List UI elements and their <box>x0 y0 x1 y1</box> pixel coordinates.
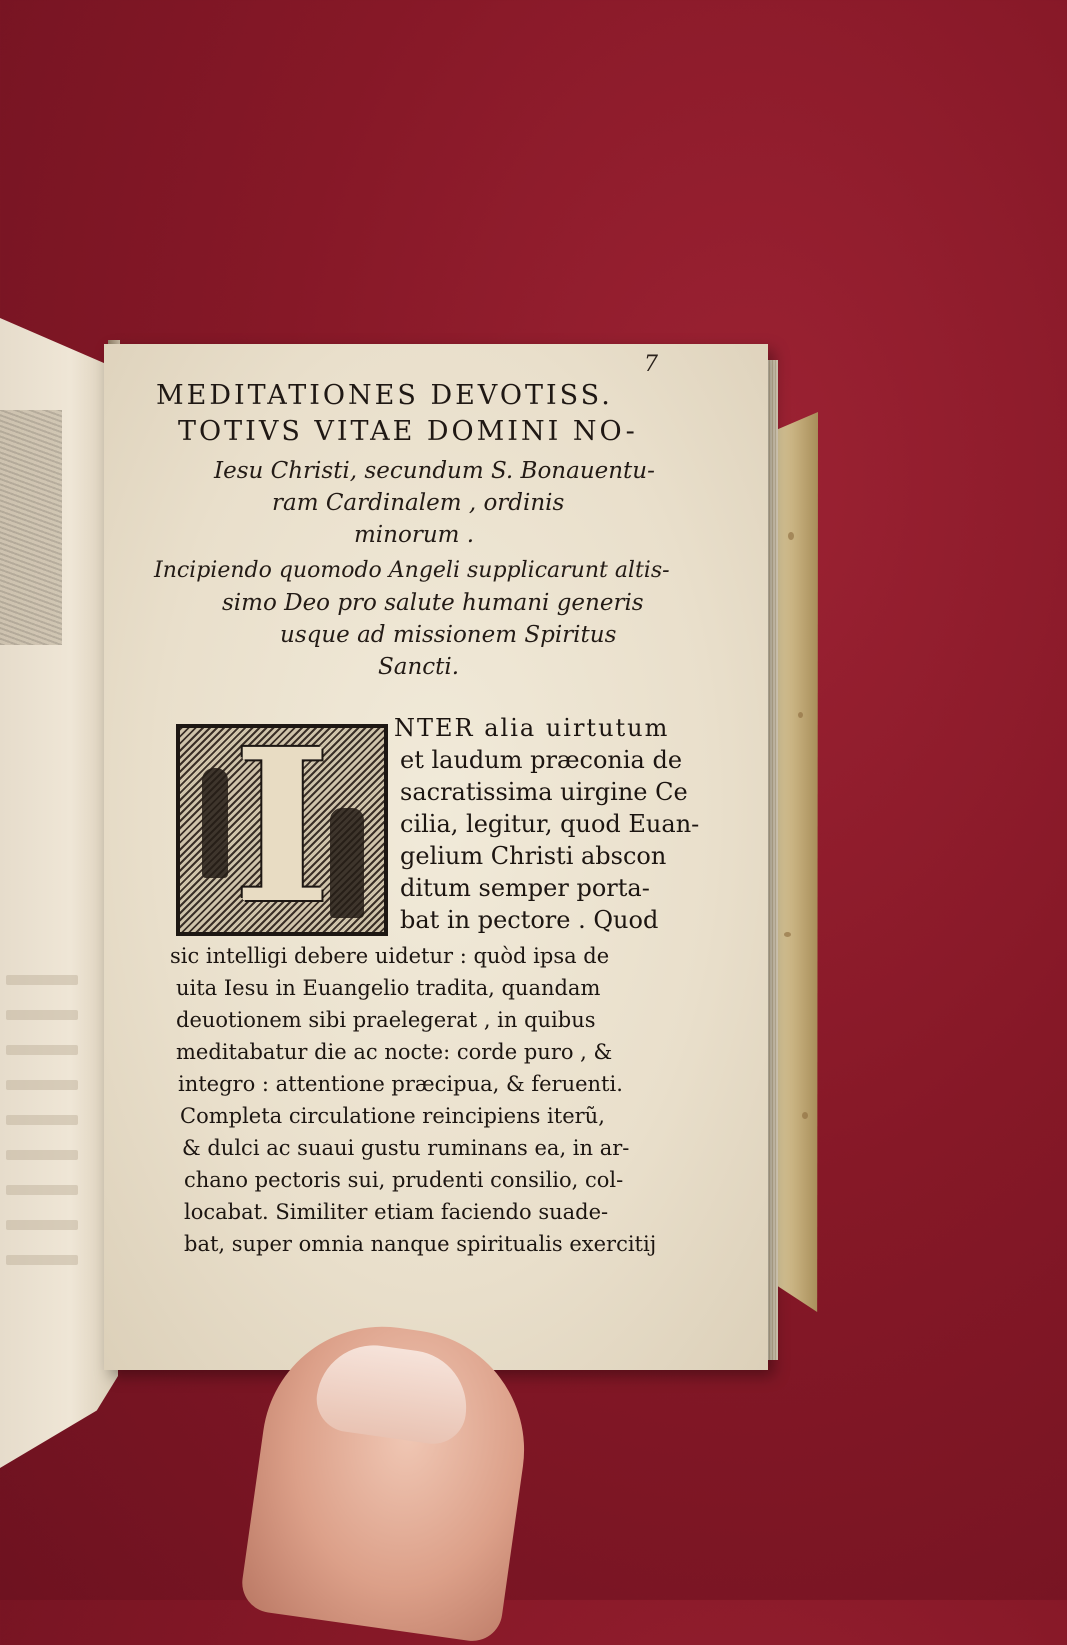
woodcut-initial <box>176 703 388 950</box>
subtitle-line: Iesu Christi, secundum S. Bonauentu- <box>214 458 655 484</box>
subtitle-line: Incipiendo quomodo Angeli supplicarunt altis- <box>154 558 670 583</box>
initial-letter: I <box>232 703 332 950</box>
body-line: Completa circulatione reincipiens iterũ, <box>180 1104 605 1128</box>
book-page <box>104 344 768 1370</box>
subtitle-line: minorum . <box>354 522 475 548</box>
subtitle-line: Sancti. <box>378 654 460 680</box>
body-line: sacratissima uirgine Ce <box>400 778 688 806</box>
left-page-text-fragment <box>6 1185 78 1195</box>
body-line: et laudum præconia de <box>400 746 683 774</box>
body-line: deuotionem sibi praelegerat , in quibus <box>176 1008 596 1032</box>
left-page-text-fragment <box>6 975 78 985</box>
left-page-woodcut <box>0 410 62 645</box>
page-number: 7 <box>644 352 658 377</box>
body-line: meditabatur die ac nocte: corde puro , & <box>176 1040 613 1064</box>
body-line: bat, super omnia nanque spiritualis exercitij <box>184 1232 657 1256</box>
body-line: integro : attentione præcipua, & feruenti. <box>178 1072 623 1096</box>
body-line: NTER alia uirtutum <box>394 714 670 742</box>
subtitle-line: ram Cardinalem , ordinis <box>272 490 565 516</box>
left-page-text-fragment <box>6 1220 78 1230</box>
body-line: bat in pectore . Quod <box>400 906 659 934</box>
left-page-text-fragment <box>6 1115 78 1125</box>
left-page-text-fragment <box>6 1045 78 1055</box>
body-line: & dulci ac suaui gustu ruminans ea, in ar- <box>182 1136 630 1160</box>
vellum-binding <box>776 412 818 1312</box>
body-line: cilia, legitur, quod Euan- <box>400 810 700 838</box>
subtitle-line: simo Deo pro salute humani generis <box>222 590 644 616</box>
body-line: locabat. Similiter etiam faciendo suade- <box>184 1200 609 1224</box>
left-page-text-fragment <box>6 1255 78 1265</box>
subtitle-line: usque ad missionem Spiritus <box>280 622 617 648</box>
body-line: gelium Christi abscon <box>400 842 667 870</box>
body-line: ditum semper porta- <box>400 874 650 902</box>
left-page-text-fragment <box>6 1080 78 1090</box>
left-page-text-fragment <box>6 1010 78 1020</box>
body-line: uita Iesu in Euangelio tradita, quandam <box>176 976 601 1000</box>
body-line: chano pectoris sui, prudenti consilio, col- <box>184 1168 624 1192</box>
body-line: sic intelligi debere uidetur : quòd ipsa de <box>170 944 610 968</box>
title-line-1: MEDITATIONES DEVOTISS. <box>156 380 613 411</box>
title-line-2: TOTIVS VITAE DOMINI NO- <box>178 416 638 447</box>
left-page-text-fragment <box>6 1150 78 1160</box>
